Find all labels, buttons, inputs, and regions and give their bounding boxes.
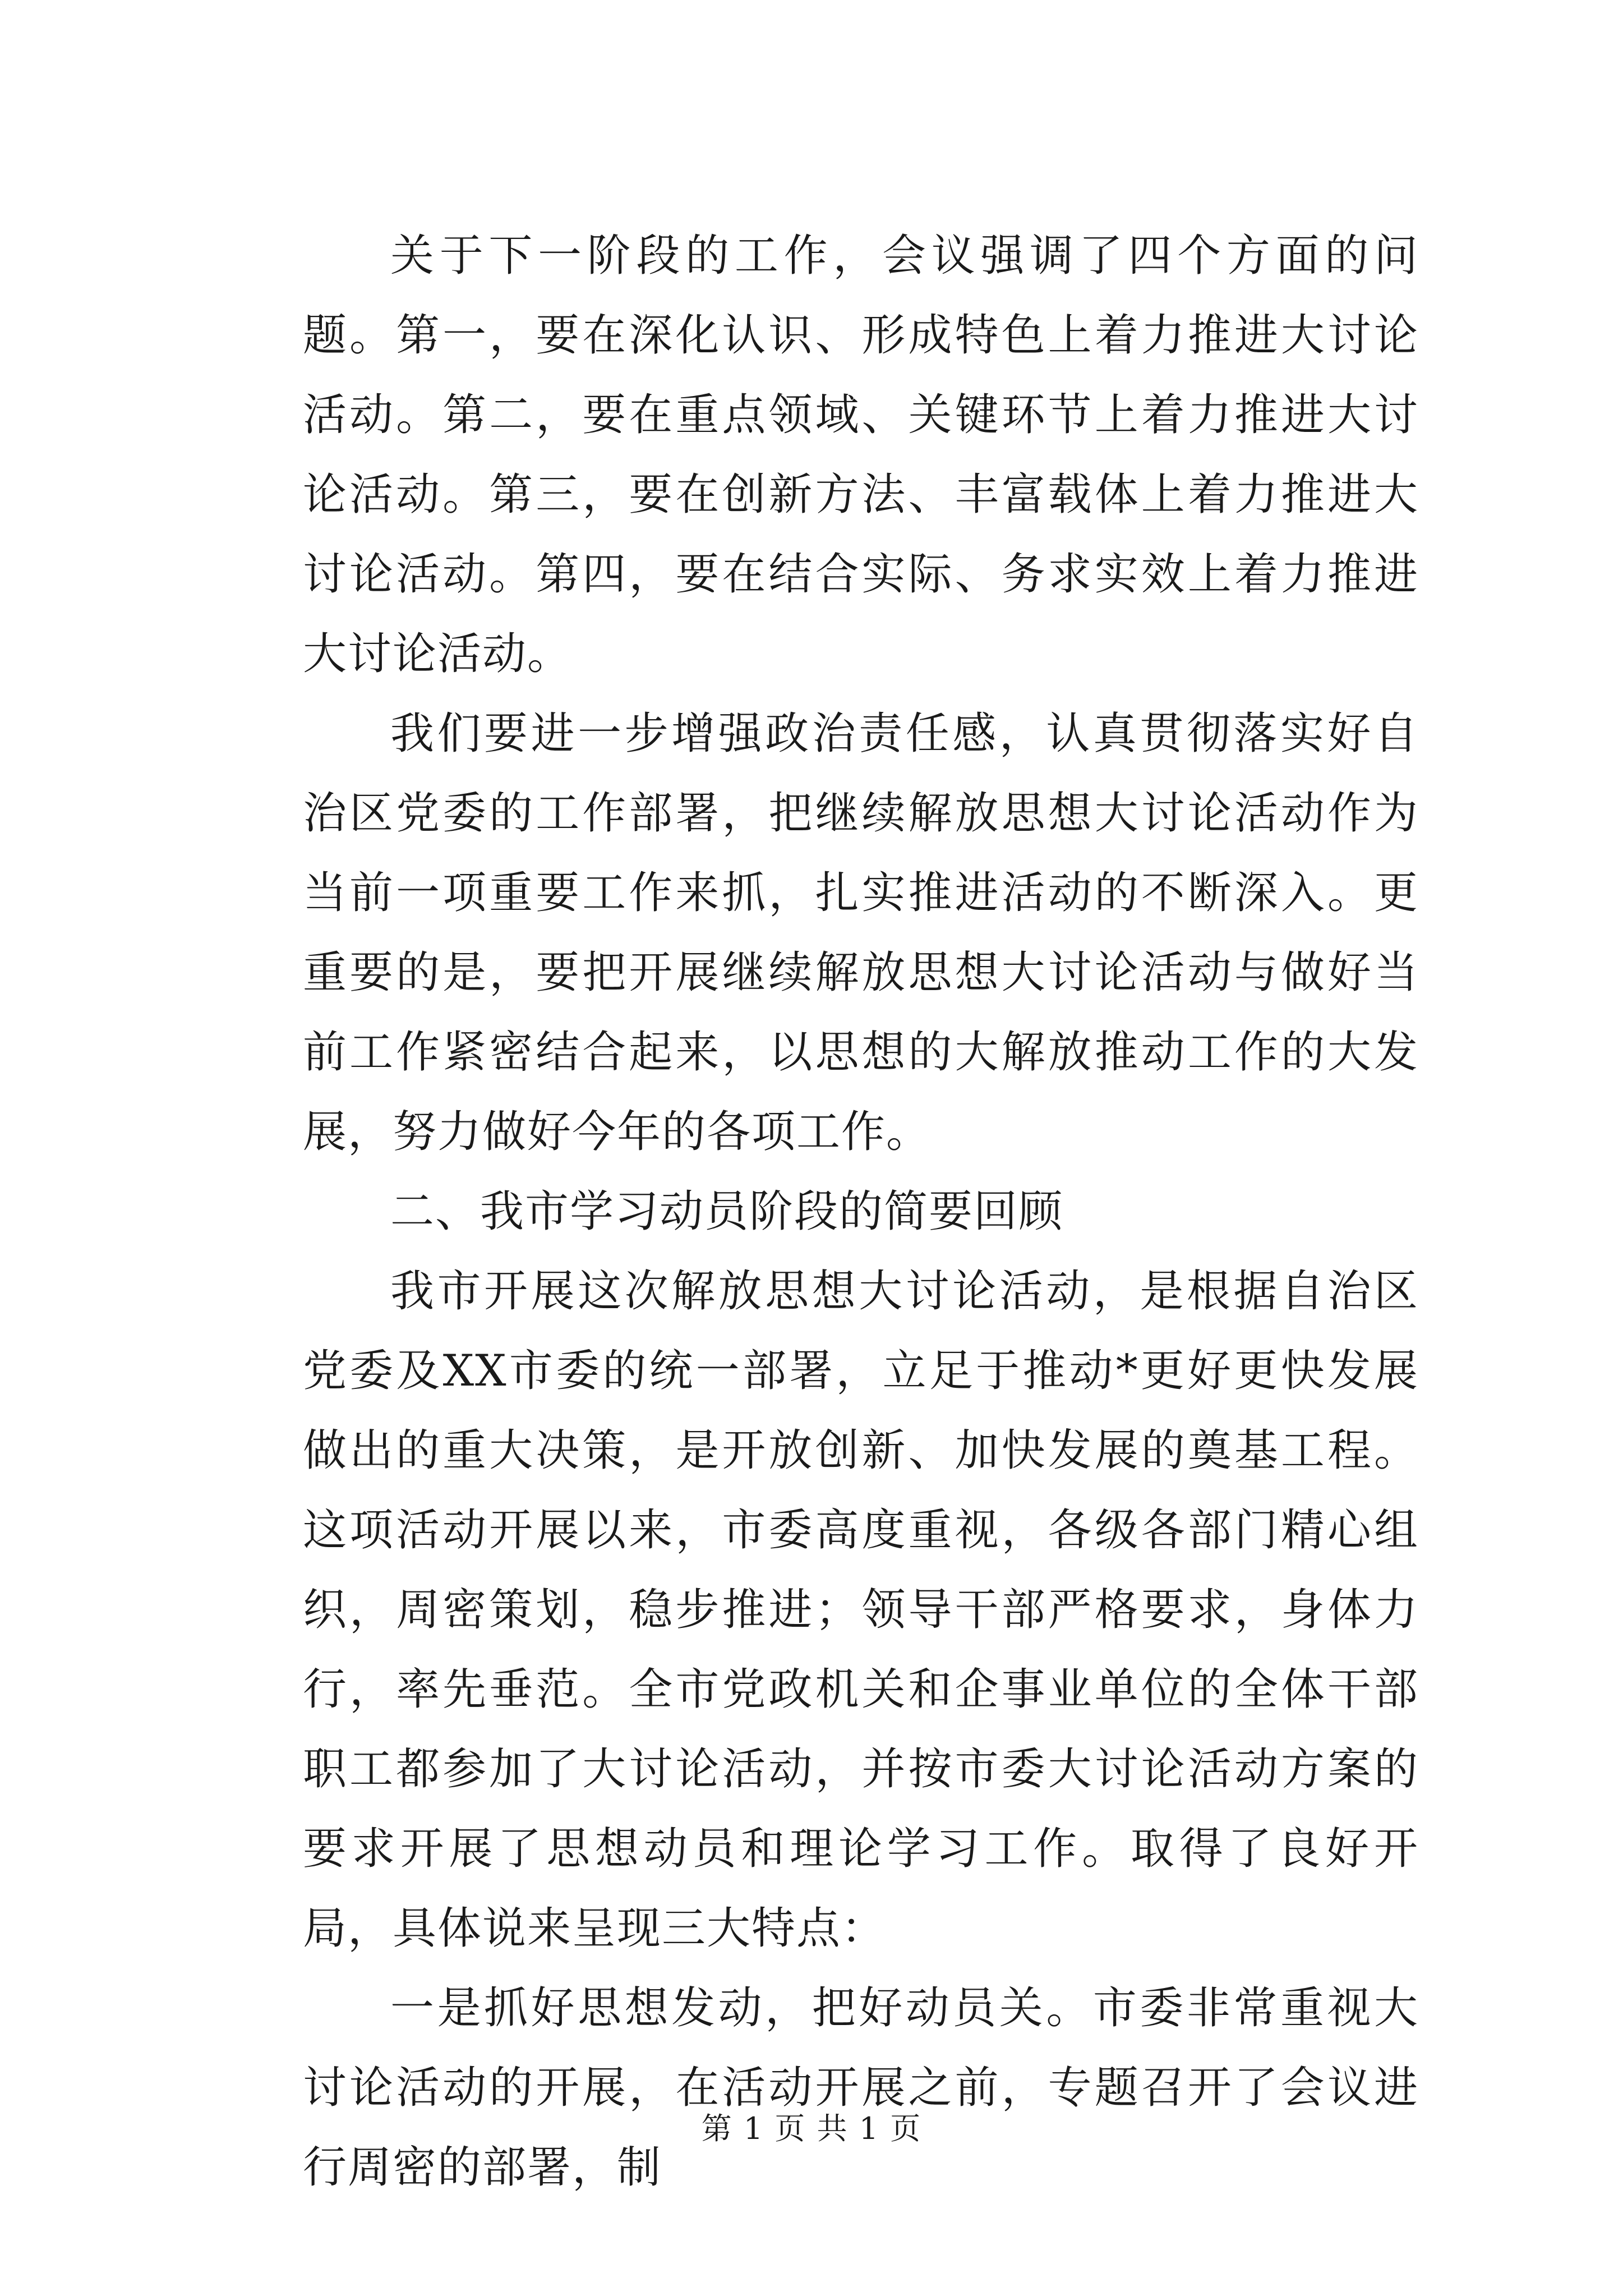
page-footer: 第 1 页 共 1 页: [701, 2111, 922, 2146]
section-heading: 二、我市学习动员阶段的简要回顾: [390, 1186, 1064, 1237]
paragraph-work-next-stage: 关于下一阶段的工作，会议强调了四个方面的问题。第一，要在深化认识、形成特色上着力推进大讨论活动。第二，要在重点领域、关键环节上着力推进大讨论活动。第三，要在创新方法、丰富载体上着力推进大讨论活动。第四，要在结合实际、务求实效上着力推进大讨论活动。: [303, 231, 1419, 679]
paragraph-political-responsibility: 我们要进一步增强政治责任感，认真贯彻落实好自治区党委的工作部署，把继续解放思想大讨论活动作为当前一项重要工作来抓，扎实推进活动的不断深入。更重要的是，要把开展继续解放思想大讨论活动与做好当前工作紧密结合起来，以思想的大解放推动工作的大发展，努力做好今年的各项工作。: [303, 708, 1419, 1157]
paragraph-city-review: 我市开展这次解放思想大讨论活动，是根据自治区党委及XX市委的统一部署，立足于推动*更好更快发展做出的重大决策，是开放创新、加快发展的奠基工程。这项活动开展以来，市委高度重视，各级各部门精心组织，周密策划，稳步推进；领导干部严格要求，身体力行，率先垂范。全市党政机关和企事业单位的全体干部职工都参加了大讨论活动，并按市委大讨论活动方案的要求开展了思想动员和理论学习工作。取得了良好开局，具体说来呈现三大特点：: [303, 1266, 1419, 1954]
document-body: [303, 216, 1419, 2207]
paragraph-first-point: 一是抓好思想发动，把好动员关。市委非常重视大讨论活动的开展，在活动开展之前，专题召开了会议进行周密的部署，制: [303, 1983, 1419, 2193]
